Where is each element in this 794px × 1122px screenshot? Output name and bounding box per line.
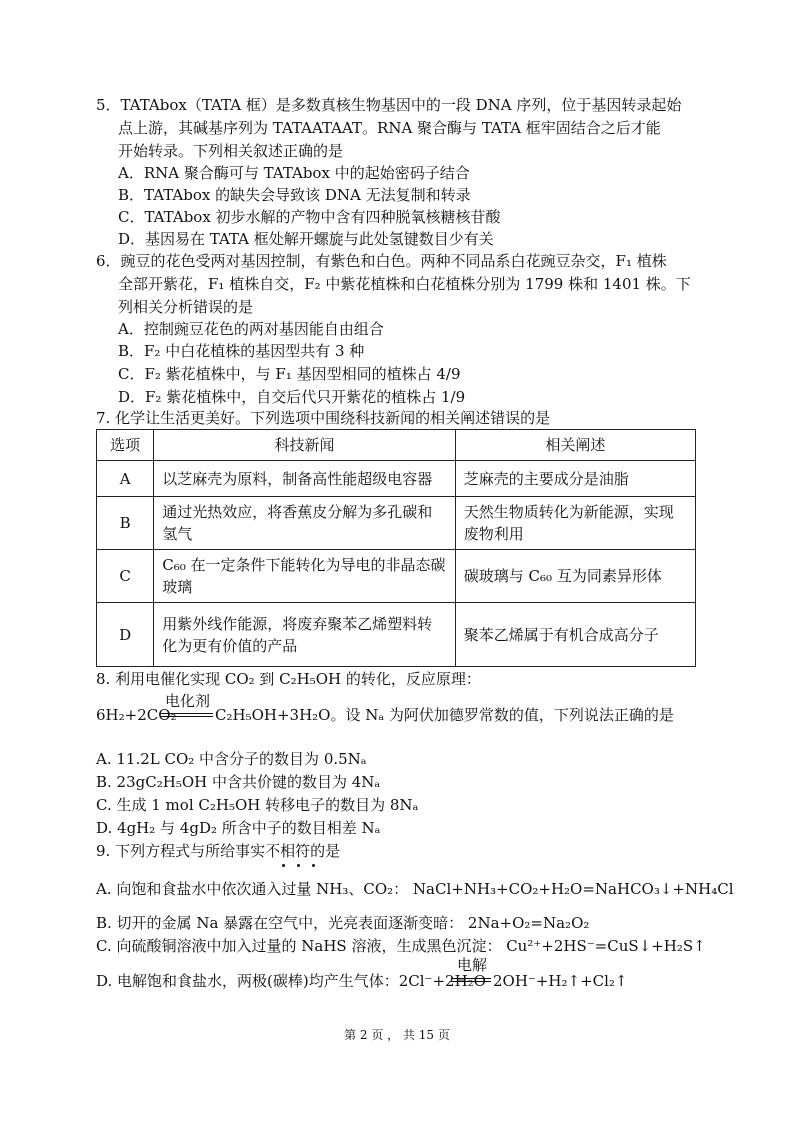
q9-electrolysis-label: 电解 (457, 956, 488, 974)
row-option: D (97, 603, 154, 667)
q5-stem-line1: 5．TATAbox（TATA 框）是多数真核生物基因中的一段 DNA 序列，位于基因转录起始 (96, 96, 682, 114)
q6-option-a: A．控制豌豆花色的两对基因能自由组合 (118, 320, 384, 338)
q6-stem-line1: 6．豌豆的花色受两对基因控制，有紫色和白色。两种不同品系白花豌豆杂交，F₁ 植株 (96, 252, 667, 270)
q9-option-b: B. 切开的金属 Na 暴露在空气中，光亮表面逐渐变暗： 2Na+O₂=Na₂O₂ (96, 914, 590, 932)
table-row (97, 497, 696, 550)
tech-news-table (96, 429, 696, 667)
row-news: 用紫外线作能源，将废弃聚苯乙烯塑料转化为更有价值的产品 (154, 603, 456, 667)
row-news: C₆₀ 在一定条件下能转化为导电的非晶态碳玻璃 (154, 550, 456, 603)
q8-option-d: D. 4gH₂ 与 4gD₂ 所含中子的数目相差 Nₐ (96, 819, 381, 837)
emphasis-dot (297, 864, 300, 867)
q9-option-a: A. 向饱和食盐水中依次通入过量 NH₃、CO₂： NaCl+NH₃+CO₂+H₂O=NaHCO₃↓+NH₄Cl (96, 880, 734, 898)
q8-option-a: A. 11.2L CO₂ 中含分子的数目为 0.5Nₐ (96, 750, 367, 768)
row-option: C (97, 550, 154, 603)
q5-option-b: B．TATAbox 的缺失会导致该 DNA 无法复制和转录 (118, 186, 471, 204)
q9-option-d-left: D. 电解饱和食盐水，两极(碳棒)均产生气体：2Cl⁻+2H₂O (96, 972, 486, 990)
row-explanation: 芝麻壳的主要成分是油脂 (455, 461, 695, 497)
q8-stem-line1: 8. 利用电催化实现 CO₂ 到 C₂H₅OH 的转化，反应原理： (96, 670, 481, 688)
table-header-row (97, 430, 696, 461)
q6-stem-line2: 全部开紫花，F₁ 植株自交，F₂ 中紫花植株和白花植株分别为 1799 株和 1401 株。下 (118, 275, 691, 293)
q8-option-c: C. 生成 1 mol C₂H₅OH 转移电子的数目为 8Nₐ (96, 796, 419, 814)
header-explanation: 相关阐述 (455, 430, 695, 461)
row-news: 以芝麻壳为原料，制备高性能超级电容器 (154, 461, 456, 497)
q5-stem-line2: 点上游，其碱基序列为 TATAATAAT。RNA 聚合酶与 TATA 框牢固结合之后才能 (118, 119, 661, 137)
q9-stem: 9. 下列方程式与所给事实不相符的是 (96, 842, 341, 860)
table-row (97, 550, 696, 603)
row-explanation: 天然生物质转化为新能源，实现废物利用 (455, 497, 695, 550)
row-explanation: 聚苯乙烯属于有机合成高分子 (455, 603, 695, 667)
table-row (97, 461, 696, 497)
header-option: 选项 (97, 430, 154, 461)
q5-stem-line3: 开始转录。下列相关叙述正确的是 (118, 142, 344, 160)
q8-option-b: B. 23gC₂H₅OH 中含共价键的数目为 4Nₐ (96, 773, 381, 791)
q9-option-d-right: 2OH⁻+H₂↑+Cl₂↑ (493, 972, 628, 990)
q7-stem: 7. 化学让生活更美好。下列选项中围绕科技新闻的相关阐述错误的是 (96, 409, 551, 427)
row-explanation: 碳玻璃与 C₆₀ 互为同素异形体 (455, 550, 695, 603)
q6-option-d: D．F₂ 紫花植株中，自交后代只开紫花的植株占 1/9 (118, 388, 466, 406)
q8-equation-left: 6H₂+2CO₂ (96, 706, 177, 724)
row-option: A (97, 461, 154, 497)
emphasis-dot (282, 864, 285, 867)
row-news: 通过光热效应，将香蕉皮分解为多孔碳和氢气 (154, 497, 456, 550)
q9-option-c: C. 向硫酸铜溶液中加入过量的 NaHS 溶液，生成黑色沉淀： Cu²⁺+2HS⁻=CuS↓+H₂S↑ (96, 937, 706, 955)
q8-catalyst-label: 电化剂 (165, 692, 211, 710)
page-footer: 第 2 页 ， 共 15 页 (344, 1028, 450, 1042)
q5-option-c: C．TATAbox 初步水解的产物中含有四种脱氧核糖核苷酸 (118, 208, 501, 226)
q5-option-a: A．RNA 聚合酶可与 TATAbox 中的起始密码子结合 (118, 164, 470, 182)
q6-stem-line3: 列相关分析错误的是 (118, 298, 254, 316)
q6-option-b: B．F₂ 中白花植株的基因型共有 3 种 (118, 342, 365, 360)
q5-option-d: D．基因易在 TATA 框处解开螺旋与此处氢键数目少有关 (118, 230, 494, 248)
q8-equation-right: C₂H₅OH+3H₂O。设 Nₐ 为阿伏加德罗常数的值，下列说法正确的是 (215, 706, 674, 724)
header-news: 科技新闻 (154, 430, 456, 461)
table-row (97, 603, 696, 667)
row-option: B (97, 497, 154, 550)
emphasis-dot (312, 864, 315, 867)
q6-option-c: C．F₂ 紫花植株中，与 F₁ 基因型相同的植株占 4/9 (118, 365, 461, 383)
